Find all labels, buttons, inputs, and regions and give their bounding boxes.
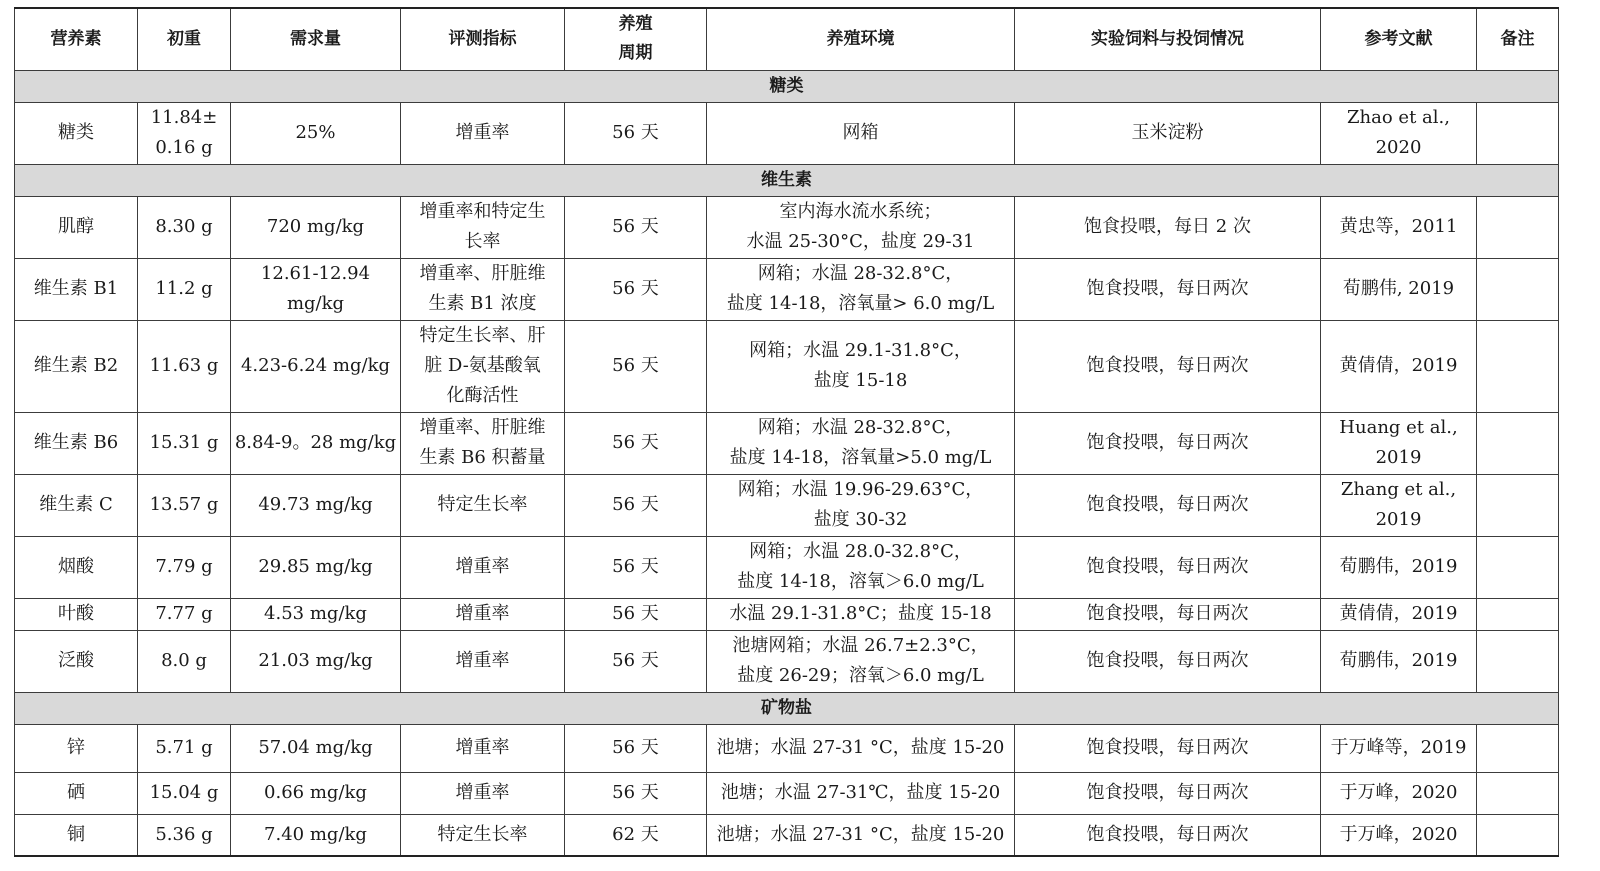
cell-reference: 于万峰等，2019 <box>1321 724 1477 772</box>
cell-initial-weight: 8.0 g <box>138 630 231 692</box>
header-feed: 实验饲料与投饲情况 <box>1015 8 1321 70</box>
cell-period: 56 天 <box>565 536 707 598</box>
cell-environment: 池塘；水温 27-31 °C，盐度 15-20 <box>707 814 1015 856</box>
cell-nutrient: 维生素 B2 <box>15 320 138 412</box>
cell-nutrient: 泛酸 <box>15 630 138 692</box>
cell-environment: 网箱；水温 19.96-29.63°C， 盐度 30-32 <box>707 474 1015 536</box>
cell-indicator: 特定生长率 <box>401 814 565 856</box>
table-row <box>15 630 1559 692</box>
cell-indicator: 增重率和特定生 长率 <box>401 196 565 258</box>
cell-environment: 网箱；水温 28-32.8°C， 盐度 14-18，溶氧量> 6.0 mg/L <box>707 258 1015 320</box>
cell-initial-weight: 15.31 g <box>138 412 231 474</box>
cell-nutrient: 维生素 C <box>15 474 138 536</box>
cell-requirement: 49.73 mg/kg <box>231 474 401 536</box>
cell-environment: 网箱；水温 29.1-31.8°C， 盐度 15-18 <box>707 320 1015 412</box>
cell-environment: 网箱；水温 28.0-32.8°C， 盐度 14-18，溶氧＞6.0 mg/L <box>707 536 1015 598</box>
cell-requirement: 21.03 mg/kg <box>231 630 401 692</box>
cell-indicator: 增重率 <box>401 598 565 630</box>
table-body <box>15 70 1559 856</box>
cell-initial-weight: 7.79 g <box>138 536 231 598</box>
cell-initial-weight: 11.84± 0.16 g <box>138 102 231 164</box>
cell-reference: 荀鹏伟，2019 <box>1321 536 1477 598</box>
cell-reference: 黄忠等，2011 <box>1321 196 1477 258</box>
cell-nutrient: 肌醇 <box>15 196 138 258</box>
cell-reference: 黄倩倩，2019 <box>1321 320 1477 412</box>
cell-period: 56 天 <box>565 474 707 536</box>
cell-environment: 网箱；水温 28-32.8°C， 盐度 14-18，溶氧量>5.0 mg/L <box>707 412 1015 474</box>
cell-period: 56 天 <box>565 724 707 772</box>
cell-period: 56 天 <box>565 258 707 320</box>
cell-reference: Zhang et al., 2019 <box>1321 474 1477 536</box>
cell-requirement: 4.23-6.24 mg/kg <box>231 320 401 412</box>
table-row <box>15 536 1559 598</box>
cell-feed: 饱食投喂，每日两次 <box>1015 320 1321 412</box>
cell-remarks <box>1477 320 1559 412</box>
cell-requirement: 7.40 mg/kg <box>231 814 401 856</box>
header-period: 养殖 周期 <box>565 8 707 70</box>
table-row <box>15 258 1559 320</box>
cell-requirement: 29.85 mg/kg <box>231 536 401 598</box>
header-environment: 养殖环境 <box>707 8 1015 70</box>
section-row-sugar <box>15 70 1559 102</box>
table-row <box>15 412 1559 474</box>
cell-environment: 池塘；水温 27-31℃，盐度 15-20 <box>707 772 1015 814</box>
table-row <box>15 196 1559 258</box>
section-row-mineral <box>15 692 1559 724</box>
table-row <box>15 598 1559 630</box>
cell-requirement: 0.66 mg/kg <box>231 772 401 814</box>
cell-period: 56 天 <box>565 196 707 258</box>
section-title: 矿物盐 <box>15 692 1559 724</box>
cell-indicator: 增重率 <box>401 536 565 598</box>
cell-initial-weight: 11.63 g <box>138 320 231 412</box>
cell-remarks <box>1477 474 1559 536</box>
cell-remarks <box>1477 630 1559 692</box>
table-row <box>15 814 1559 856</box>
cell-feed: 饱食投喂，每日两次 <box>1015 412 1321 474</box>
cell-feed: 饱食投喂，每日两次 <box>1015 258 1321 320</box>
cell-period: 56 天 <box>565 772 707 814</box>
cell-indicator: 增重率 <box>401 630 565 692</box>
header-initial-weight: 初重 <box>138 8 231 70</box>
section-row-vitamin <box>15 164 1559 196</box>
cell-nutrient: 维生素 B6 <box>15 412 138 474</box>
cell-requirement: 57.04 mg/kg <box>231 724 401 772</box>
cell-nutrient: 叶酸 <box>15 598 138 630</box>
header-row <box>15 8 1559 70</box>
cell-nutrient: 硒 <box>15 772 138 814</box>
cell-reference: Huang et al., 2019 <box>1321 412 1477 474</box>
cell-indicator: 特定生长率 <box>401 474 565 536</box>
cell-nutrient: 铜 <box>15 814 138 856</box>
cell-nutrient: 烟酸 <box>15 536 138 598</box>
cell-nutrient: 维生素 B1 <box>15 258 138 320</box>
nutrient-requirement-table <box>14 7 1559 857</box>
cell-feed: 饱食投喂，每日两次 <box>1015 630 1321 692</box>
cell-reference: 于万峰，2020 <box>1321 814 1477 856</box>
cell-period: 56 天 <box>565 102 707 164</box>
cell-initial-weight: 13.57 g <box>138 474 231 536</box>
cell-indicator: 增重率、肝脏维 生素 B6 积蓄量 <box>401 412 565 474</box>
cell-requirement: 8.84-9。28 mg/kg <box>231 412 401 474</box>
cell-indicator: 增重率、肝脏维 生素 B1 浓度 <box>401 258 565 320</box>
table-row <box>15 102 1559 164</box>
cell-feed: 饱食投喂，每日两次 <box>1015 474 1321 536</box>
cell-remarks <box>1477 598 1559 630</box>
cell-environment: 池塘网箱；水温 26.7±2.3°C， 盐度 26-29；溶氧＞6.0 mg/L <box>707 630 1015 692</box>
cell-indicator: 增重率 <box>401 102 565 164</box>
cell-indicator: 增重率 <box>401 772 565 814</box>
cell-remarks <box>1477 724 1559 772</box>
cell-remarks <box>1477 102 1559 164</box>
cell-environment: 网箱 <box>707 102 1015 164</box>
table-row <box>15 724 1559 772</box>
header-nutrient: 营养素 <box>15 8 138 70</box>
cell-remarks <box>1477 196 1559 258</box>
cell-initial-weight: 8.30 g <box>138 196 231 258</box>
header-requirement: 需求量 <box>231 8 401 70</box>
cell-period: 62 天 <box>565 814 707 856</box>
cell-environment: 水温 29.1-31.8°C；盐度 15-18 <box>707 598 1015 630</box>
cell-period: 56 天 <box>565 412 707 474</box>
cell-feed: 饱食投喂，每日两次 <box>1015 536 1321 598</box>
header-indicator: 评测指标 <box>401 8 565 70</box>
cell-requirement: 720 mg/kg <box>231 196 401 258</box>
cell-initial-weight: 11.2 g <box>138 258 231 320</box>
cell-period: 56 天 <box>565 320 707 412</box>
cell-nutrient: 糖类 <box>15 102 138 164</box>
cell-remarks <box>1477 412 1559 474</box>
cell-feed: 玉米淀粉 <box>1015 102 1321 164</box>
cell-feed: 饱食投喂，每日两次 <box>1015 724 1321 772</box>
cell-environment: 池塘；水温 27-31 °C，盐度 15-20 <box>707 724 1015 772</box>
cell-environment: 室内海水流水系统； 水温 25-30°C，盐度 29-31 <box>707 196 1015 258</box>
cell-indicator: 增重率 <box>401 724 565 772</box>
section-title: 维生素 <box>15 164 1559 196</box>
cell-feed: 饱食投喂，每日两次 <box>1015 814 1321 856</box>
cell-period: 56 天 <box>565 598 707 630</box>
cell-reference: 荀鹏伟, 2019 <box>1321 258 1477 320</box>
table-row <box>15 474 1559 536</box>
cell-reference: 黄倩倩，2019 <box>1321 598 1477 630</box>
cell-initial-weight: 15.04 g <box>138 772 231 814</box>
cell-reference: 于万峰，2020 <box>1321 772 1477 814</box>
header-reference: 参考文献 <box>1321 8 1477 70</box>
cell-nutrient: 锌 <box>15 724 138 772</box>
section-title: 糖类 <box>15 70 1559 102</box>
cell-initial-weight: 5.71 g <box>138 724 231 772</box>
table-row <box>15 320 1559 412</box>
cell-feed: 饱食投喂，每日两次 <box>1015 598 1321 630</box>
cell-remarks <box>1477 258 1559 320</box>
cell-remarks <box>1477 814 1559 856</box>
cell-feed: 饱食投喂，每日两次 <box>1015 772 1321 814</box>
cell-remarks <box>1477 536 1559 598</box>
cell-initial-weight: 7.77 g <box>138 598 231 630</box>
cell-initial-weight: 5.36 g <box>138 814 231 856</box>
header-remarks: 备注 <box>1477 8 1559 70</box>
cell-feed: 饱食投喂，每日 2 次 <box>1015 196 1321 258</box>
cell-reference: Zhao et al., 2020 <box>1321 102 1477 164</box>
cell-remarks <box>1477 772 1559 814</box>
cell-reference: 荀鹏伟，2019 <box>1321 630 1477 692</box>
cell-requirement: 25% <box>231 102 401 164</box>
cell-indicator: 特定生长率、肝 脏 D-氨基酸氧 化酶活性 <box>401 320 565 412</box>
cell-requirement: 12.61-12.94 mg/kg <box>231 258 401 320</box>
cell-period: 56 天 <box>565 630 707 692</box>
table-row <box>15 772 1559 814</box>
cell-requirement: 4.53 mg/kg <box>231 598 401 630</box>
